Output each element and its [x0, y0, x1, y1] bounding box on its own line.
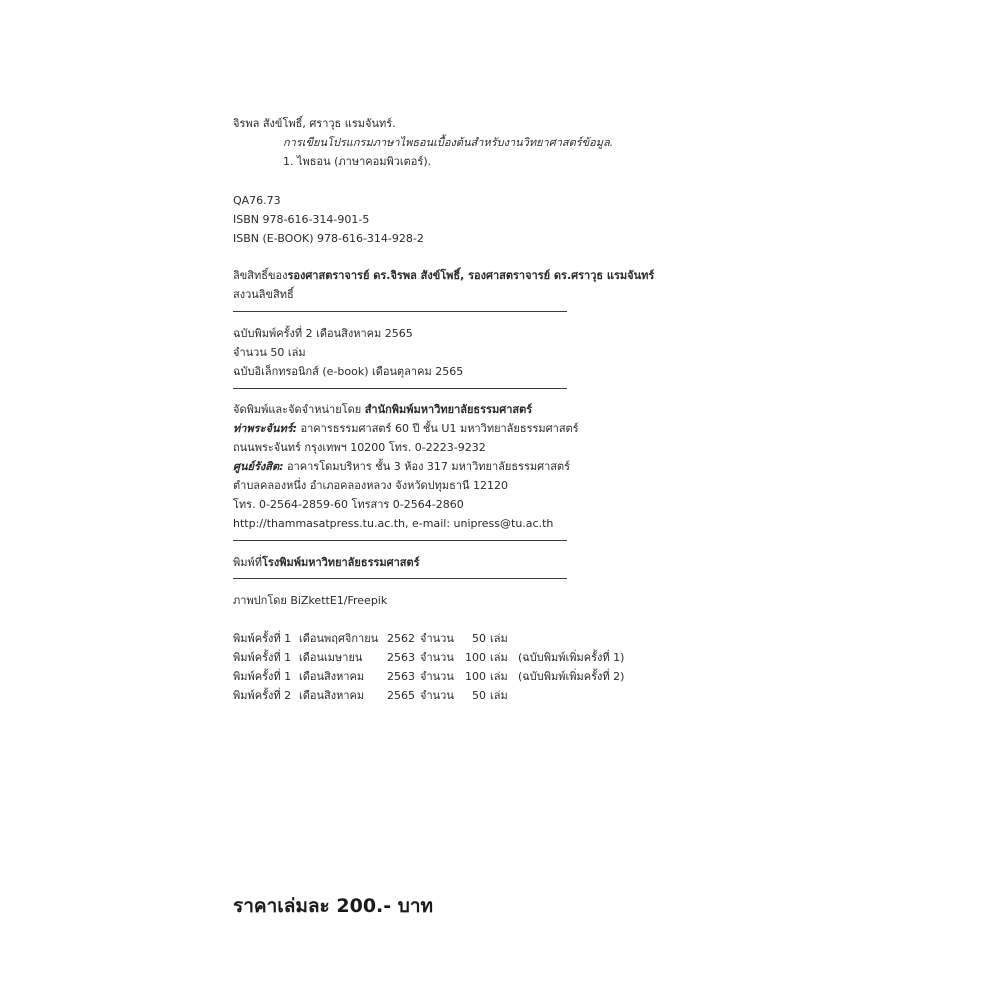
divider — [233, 388, 567, 389]
rights-reserved: สงวนลิขสิทธิ์ — [233, 288, 294, 301]
edition-line-2: จำนวน 50 เล่ม — [233, 346, 306, 359]
rangsit-label: ศูนย์รังสิต: — [233, 460, 284, 473]
publisher-name: สำนักพิมพ์มหาวิทยาลัยธรรมศาสตร์ — [364, 403, 533, 416]
print-history-row: พิมพ์ครั้งที่ 2 เดือนสิงหาคม 2565 จำนวน 50 เล่ม — [233, 689, 508, 702]
edition-line-1: ฉบับพิมพ์ครั้งที่ 2 เดือนสิงหาคม 2565 — [233, 327, 413, 340]
copyright-line — [233, 269, 654, 283]
cover-credit: ภาพปกโดย BiZkettE1/Freepik — [233, 594, 388, 607]
copyright-holders: รองศาสตราจารย์ ดร.จิรพล สังข์โพธิ์, รองศาสตราจารย์ ดร.ศราวุธ แรมจันทร์ — [287, 269, 655, 282]
tha-prachan-address-2: ถนนพระจันทร์ กรุงเทพฯ 10200 โทร. 0-2223-9232 — [233, 441, 486, 454]
tha-prachan-address: อาคารธรรมศาสตร์ 60 ปี ชั้น U1 มหาวิทยาลัยธรรมศาสตร์ — [297, 422, 579, 435]
publisher-line — [233, 403, 532, 417]
tha-prachan-label: ท่าพระจันทร์: — [233, 422, 298, 435]
call-number: QA76.73 — [233, 194, 281, 207]
printer-prefix: พิมพ์ที่ — [233, 556, 263, 569]
rangsit-address: อาคารโดมบริหาร ชั้น 3 ห้อง 317 มหาวิทยาลัยธรรมศาสตร์ — [283, 460, 571, 473]
print-history-row: พิมพ์ครั้งที่ 1 เดือนเมษายน 2563 จำนวน 100 เล่ม (ฉบับพิมพ์เพิ่มครั้งที่ 1) — [233, 651, 625, 664]
catalog-subject: 1. ไพธอน (ภาษาคอมพิวเตอร์). — [283, 155, 432, 168]
divider — [233, 540, 567, 541]
catalog-authors: จิรพล สังข์โพธิ์, ศราวุธ แรมจันทร์. — [233, 117, 396, 130]
tha-prachan-line — [233, 422, 579, 436]
edition-line-3: ฉบับอิเล็กทรอนิกส์ (e-book) เดือนตุลาคม 2565 — [233, 365, 464, 378]
isbn-ebook: ISBN (E-BOOK) 978-616-314-928-2 — [233, 232, 424, 245]
publisher-phone: โทร. 0-2564-2859-60 โทรสาร 0-2564-2860 — [233, 498, 464, 511]
copyright-prefix: ลิขสิทธิ์ของ — [233, 269, 288, 282]
catalog-title: การเขียนโปรแกรมภาษาไพธอนเบื้องต้นสำหรับงานวิทยาศาสตร์ข้อมูล. — [283, 136, 614, 149]
publisher-intro: จัดพิมพ์และจัดจำหน่ายโดย — [233, 403, 365, 416]
print-history-row: พิมพ์ครั้งที่ 1 เดือนพฤศจิกายน 2562 จำนวน 50 เล่ม — [233, 632, 508, 645]
printer-line — [233, 556, 420, 570]
rangsit-line — [233, 460, 570, 474]
print-history-row: พิมพ์ครั้งที่ 1 เดือนสิงหาคม 2563 จำนวน 100 เล่ม (ฉบับพิมพ์เพิ่มครั้งที่ 2) — [233, 670, 625, 683]
price: ราคาเล่มละ 200.- บาท — [233, 895, 434, 917]
rangsit-address-2: ตำบลคลองหนึ่ง อำเภอคลองหลวง จังหวัดปทุมธานี 12120 — [233, 479, 509, 492]
divider — [233, 311, 567, 312]
isbn: ISBN 978-616-314-901-5 — [233, 213, 370, 226]
printer-name: โรงพิมพ์มหาวิทยาลัยธรรมศาสตร์ — [262, 556, 420, 569]
divider — [233, 578, 567, 579]
publisher-web: http://thammasatpress.tu.ac.th, e-mail: unipress@tu.ac.th — [233, 517, 554, 530]
